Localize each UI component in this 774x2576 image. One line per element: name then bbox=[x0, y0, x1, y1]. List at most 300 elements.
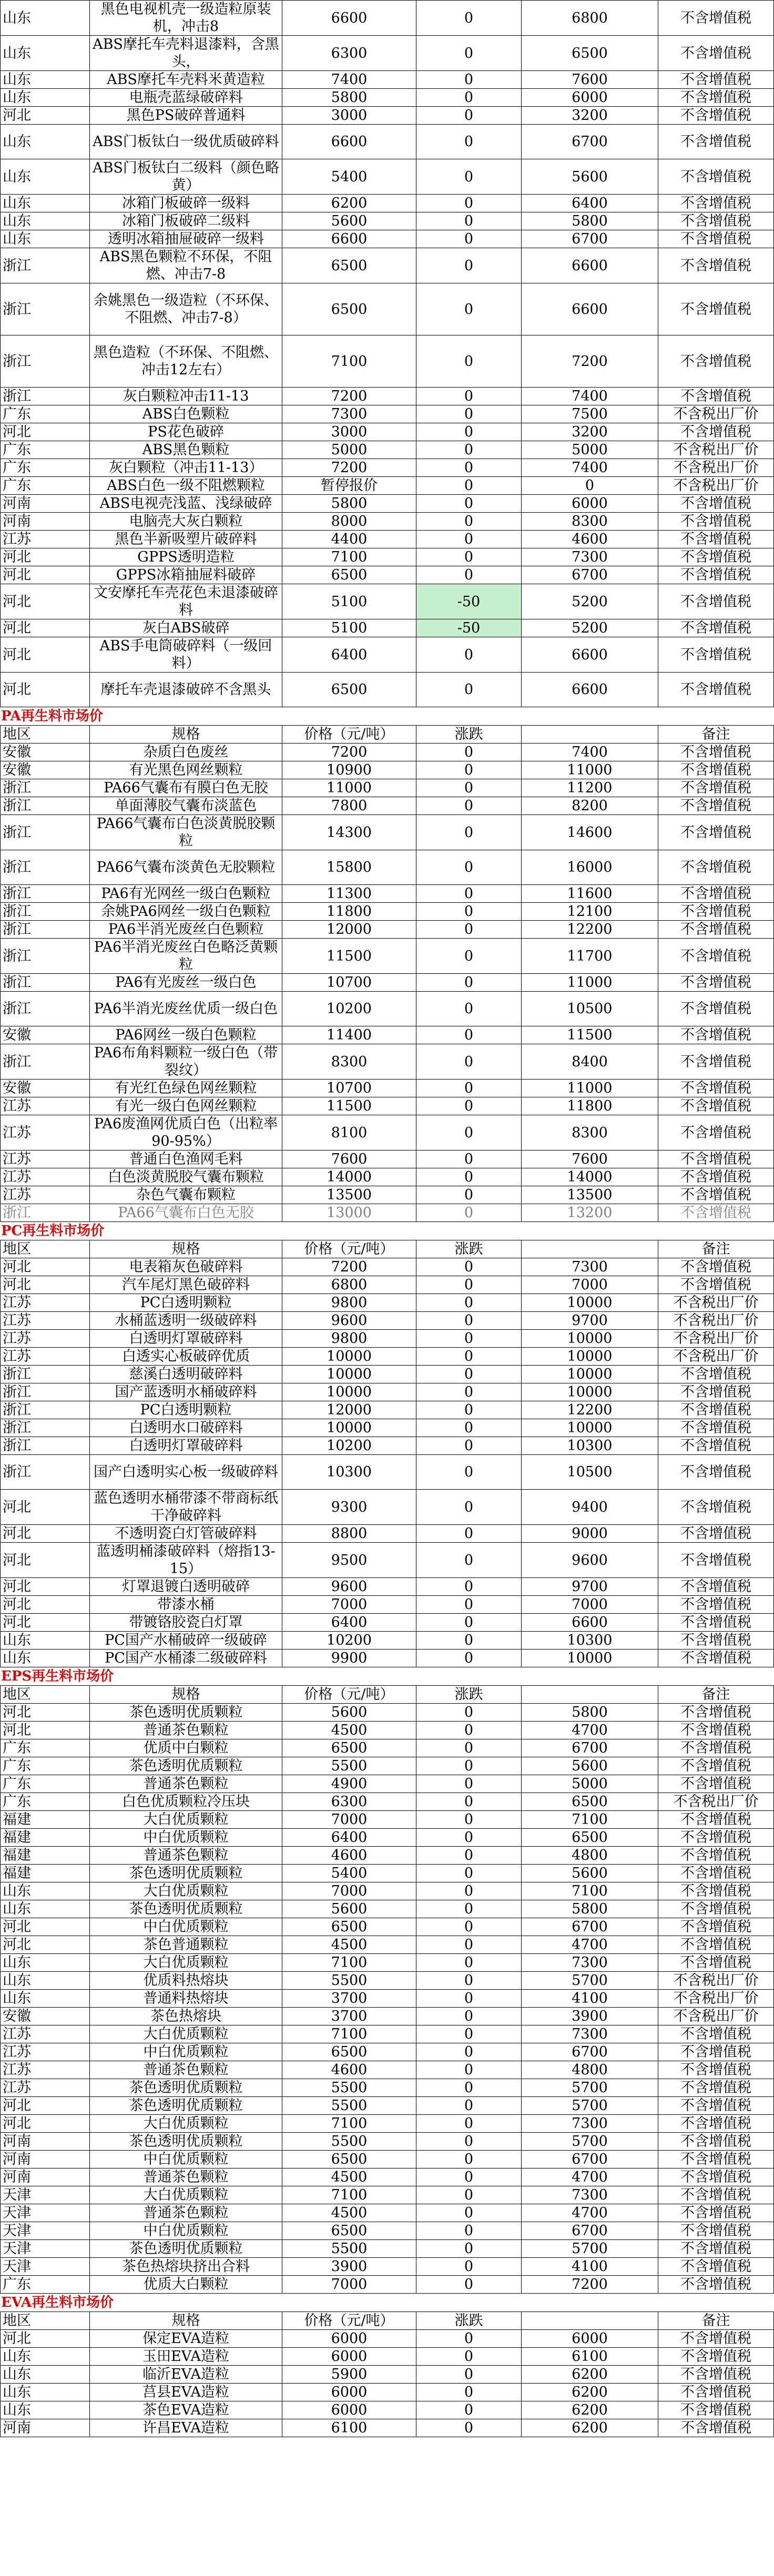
cell-price: 9300 bbox=[282, 1490, 416, 1525]
cell-spec: 白透实心板破碎优质 bbox=[90, 1348, 282, 1366]
cell-price: 6500 bbox=[282, 2043, 416, 2061]
cell-prev: 6400 bbox=[522, 195, 658, 212]
cell-price: 7000 bbox=[282, 1882, 416, 1900]
cell-price: 7200 bbox=[282, 744, 416, 761]
cell-spec: 普通茶色颗粒 bbox=[90, 2061, 282, 2079]
cell-note: 不含增值税 bbox=[658, 423, 774, 441]
cell-prev: 5600 bbox=[522, 1757, 658, 1775]
cell-spec: 普通茶色颗粒 bbox=[90, 1722, 282, 1739]
cell-change: 0 bbox=[416, 744, 522, 761]
cell-change: 0 bbox=[416, 1097, 522, 1115]
header-price: 价格（元/吨） bbox=[282, 1686, 416, 1704]
table-row bbox=[1, 1437, 774, 1455]
cell-change: 0 bbox=[416, 1900, 522, 1918]
cell-spec: 黑色电视机壳一级造粒原装机，冲击8 bbox=[90, 1, 282, 36]
table-row bbox=[1, 2401, 774, 2419]
cell-change: 0 bbox=[416, 2330, 522, 2348]
cell-price: 11400 bbox=[282, 1026, 416, 1044]
cell-price: 9800 bbox=[282, 1330, 416, 1348]
cell-change: 0 bbox=[416, 477, 522, 495]
cell-note: 不含税出厂价 bbox=[658, 1330, 774, 1348]
cell-prev: 13500 bbox=[522, 1186, 658, 1204]
table-header-row bbox=[1, 1240, 774, 1258]
table-row bbox=[1, 1829, 774, 1847]
cell-price: 9900 bbox=[282, 1650, 416, 1667]
price-section bbox=[0, 1667, 759, 2294]
cell-price: 5800 bbox=[282, 495, 416, 513]
table-row bbox=[1, 1525, 774, 1543]
cell-spec: 带镀铬胶瓷白灯罩 bbox=[90, 1614, 282, 1632]
table-row bbox=[1, 1918, 774, 1936]
cell-spec: 茶色透明优质颗粒 bbox=[90, 1865, 282, 1882]
cell-spec: ABS摩托车壳料米黄造粒 bbox=[90, 71, 282, 89]
cell-change: 0 bbox=[416, 1722, 522, 1739]
cell-note: 不含增值税 bbox=[658, 673, 774, 707]
cell-prev: 5000 bbox=[522, 1775, 658, 1793]
cell-prev: 9000 bbox=[522, 1525, 658, 1543]
section-title: PA再生料市场价 bbox=[1, 708, 103, 724]
cell-note: 不含增值税 bbox=[658, 2419, 774, 2437]
table-row bbox=[1, 921, 774, 939]
table-row bbox=[1, 2079, 774, 2097]
cell-prev: 8200 bbox=[522, 797, 658, 815]
cell-spec: 茶色透明优质颗粒 bbox=[90, 2240, 282, 2258]
cell-spec: 普通白色渔网毛料 bbox=[90, 1150, 282, 1168]
cell-spec: 黑色造粒（不环保、不阻燃、冲击12左右） bbox=[90, 335, 282, 388]
cell-price: 7100 bbox=[282, 2115, 416, 2133]
cell-price: 4500 bbox=[282, 1722, 416, 1739]
cell-prev: 9700 bbox=[522, 1312, 658, 1330]
cell-spec: ABS摩托车壳料退漆料，含黑头， bbox=[90, 36, 282, 71]
cell-prev: 4800 bbox=[522, 2061, 658, 2079]
cell-change: 0 bbox=[416, 1632, 522, 1650]
cell-spec: 有光黑色网丝颗粒 bbox=[90, 761, 282, 779]
cell-prev: 7000 bbox=[522, 1596, 658, 1614]
cell-change: 0 bbox=[416, 1972, 522, 1990]
table-row bbox=[1, 2115, 774, 2133]
cell-note: 不含税出厂价 bbox=[658, 405, 774, 423]
cell-spec: ABS黑色颗粒 bbox=[90, 441, 282, 459]
cell-price: 7000 bbox=[282, 1811, 416, 1829]
table-header-row bbox=[1, 2312, 774, 2330]
cell-spec: 透明冰箱抽屉破碎一级料 bbox=[90, 230, 282, 248]
cell-change: 0 bbox=[416, 1525, 522, 1543]
cell-prev: 10300 bbox=[522, 1437, 658, 1455]
cell-spec: 茶色透明优质颗粒 bbox=[90, 1757, 282, 1775]
cell-region: 浙江 bbox=[1, 1419, 90, 1437]
cell-change: 0 bbox=[416, 1739, 522, 1757]
cell-change: 0 bbox=[416, 566, 522, 584]
cell-price: 6000 bbox=[282, 2384, 416, 2401]
cell-change: 0 bbox=[416, 230, 522, 248]
cell-spec: 中白优质颗粒 bbox=[90, 2151, 282, 2168]
cell-price: 7000 bbox=[282, 1596, 416, 1614]
table-row bbox=[1, 125, 774, 159]
cell-prev: 3200 bbox=[522, 423, 658, 441]
cell-region: 广东 bbox=[1, 441, 90, 459]
cell-spec: 有光一级白色网丝颗粒 bbox=[90, 1097, 282, 1115]
section-title: EPS再生料市场价 bbox=[1, 1668, 114, 1684]
cell-spec: 茶色透明优质颗粒 bbox=[90, 1900, 282, 1918]
cell-prev: 10000 bbox=[522, 1348, 658, 1366]
cell-change: 0 bbox=[416, 815, 522, 850]
cell-note: 不含增值税 bbox=[658, 125, 774, 159]
cell-price: 6600 bbox=[282, 1, 416, 36]
cell-prev: 4800 bbox=[522, 1847, 658, 1865]
cell-price: 4400 bbox=[282, 531, 416, 548]
table-row bbox=[1, 1204, 774, 1222]
cell-prev: 9600 bbox=[522, 1543, 658, 1578]
cell-note: 不含增值税 bbox=[658, 2401, 774, 2419]
header-note: 备注 bbox=[658, 1240, 774, 1258]
cell-note: 不含增值税 bbox=[658, 1775, 774, 1793]
cell-region: 山东 bbox=[1, 1900, 90, 1918]
cell-prev: 12100 bbox=[522, 903, 658, 921]
cell-spec: 蓝透明桶漆破碎料（熔指13-15） bbox=[90, 1543, 282, 1578]
cell-spec: 白色优质颗粒冷压块 bbox=[90, 1793, 282, 1811]
price-section bbox=[0, 1222, 759, 1667]
cell-price: 10000 bbox=[282, 1383, 416, 1401]
table-row bbox=[1, 1882, 774, 1900]
cell-price: 11500 bbox=[282, 939, 416, 974]
cell-prev: 10000 bbox=[522, 1419, 658, 1437]
cell-region: 浙江 bbox=[1, 939, 90, 974]
cell-region: 山东 bbox=[1, 1650, 90, 1667]
cell-spec: 茶色热熔块挤出合料 bbox=[90, 2258, 282, 2276]
table-row bbox=[1, 744, 774, 761]
cell-change: 0 bbox=[416, 1650, 522, 1667]
table-row bbox=[1, 584, 774, 619]
cell-note: 不含增值税 bbox=[658, 1722, 774, 1739]
cell-region: 浙江 bbox=[1, 1437, 90, 1455]
cell-region: 广东 bbox=[1, 1739, 90, 1757]
header-change: 涨跌 bbox=[416, 726, 522, 744]
cell-spec: ABS门板钛白二级料（颜色略黄） bbox=[90, 159, 282, 195]
cell-price: 10700 bbox=[282, 974, 416, 992]
cell-note: 不含增值税 bbox=[658, 212, 774, 230]
table-row bbox=[1, 797, 774, 815]
cell-note: 不含增值税 bbox=[658, 1614, 774, 1632]
cell-region: 河南 bbox=[1, 2151, 90, 2168]
table-row bbox=[1, 850, 774, 885]
cell-change: 0 bbox=[416, 761, 522, 779]
cell-spec: 白色淡黄脱胶气囊布颗粒 bbox=[90, 1168, 282, 1186]
cell-note: 不含增值税 bbox=[658, 797, 774, 815]
cell-change: 0 bbox=[416, 283, 522, 335]
cell-region: 天津 bbox=[1, 2240, 90, 2258]
cell-price: 8000 bbox=[282, 513, 416, 531]
cell-price: 10900 bbox=[282, 761, 416, 779]
cell-prev: 12200 bbox=[522, 1401, 658, 1419]
table-row bbox=[1, 1704, 774, 1722]
cell-spec: 茶色透明优质颗粒 bbox=[90, 2133, 282, 2151]
cell-change: 0 bbox=[416, 1348, 522, 1366]
cell-note: 不含增值税 bbox=[658, 1115, 774, 1150]
cell-spec: 杂色气囊布颗粒 bbox=[90, 1186, 282, 1204]
table-row bbox=[1, 1936, 774, 1954]
cell-note: 不含增值税 bbox=[658, 230, 774, 248]
cell-note: 不含增值税 bbox=[658, 921, 774, 939]
table-row bbox=[1, 1097, 774, 1115]
cell-prev: 6200 bbox=[522, 2366, 658, 2384]
cell-prev: 8300 bbox=[522, 1115, 658, 1150]
table-row bbox=[1, 1168, 774, 1186]
table-row bbox=[1, 1972, 774, 1990]
table-row bbox=[1, 548, 774, 566]
cell-spec: 大白优质颗粒 bbox=[90, 1811, 282, 1829]
cell-price: 12000 bbox=[282, 921, 416, 939]
cell-region: 河南 bbox=[1, 2419, 90, 2437]
price-section bbox=[0, 0, 759, 707]
cell-spec: 大白优质颗粒 bbox=[90, 2186, 282, 2204]
cell-region: 浙江 bbox=[1, 335, 90, 388]
cell-change: 0 bbox=[416, 673, 522, 707]
table-row bbox=[1, 637, 774, 673]
cell-change: 0 bbox=[416, 423, 522, 441]
cell-change: 0 bbox=[416, 89, 522, 107]
table-row bbox=[1, 2097, 774, 2115]
cell-spec: 中白优质颗粒 bbox=[90, 2222, 282, 2240]
cell-region: 安徽 bbox=[1, 1080, 90, 1097]
cell-note: 不含增值税 bbox=[658, 2043, 774, 2061]
table-row bbox=[1, 1312, 774, 1330]
cell-price: 5600 bbox=[282, 1900, 416, 1918]
cell-note: 不含税出厂价 bbox=[658, 2008, 774, 2025]
cell-price: 7400 bbox=[282, 71, 416, 89]
cell-note: 不含增值税 bbox=[658, 2079, 774, 2097]
cell-note: 不含增值税 bbox=[658, 637, 774, 673]
cell-region: 山东 bbox=[1, 71, 90, 89]
cell-change: 0 bbox=[416, 2097, 522, 2115]
cell-note: 不含增值税 bbox=[658, 1543, 774, 1578]
cell-price: 3000 bbox=[282, 423, 416, 441]
cell-price: 6800 bbox=[282, 1276, 416, 1294]
cell-region: 河北 bbox=[1, 1596, 90, 1614]
section-title: EVA再生料市场价 bbox=[1, 2295, 114, 2310]
header-price: 价格（元/吨） bbox=[282, 2312, 416, 2330]
cell-prev: 11200 bbox=[522, 779, 658, 797]
cell-price: 11300 bbox=[282, 885, 416, 903]
table-row bbox=[1, 1596, 774, 1614]
cell-price: 8300 bbox=[282, 1044, 416, 1080]
cell-region: 山东 bbox=[1, 159, 90, 195]
cell-prev: 5700 bbox=[522, 2240, 658, 2258]
cell-change: 0 bbox=[416, 1578, 522, 1596]
cell-change: 0 bbox=[416, 36, 522, 71]
table-row bbox=[1, 477, 774, 495]
cell-note: 不含增值税 bbox=[658, 2097, 774, 2115]
cell-spec: 余姚PA6网丝一级白色颗粒 bbox=[90, 903, 282, 921]
cell-change: 0 bbox=[416, 1186, 522, 1204]
cell-region: 广东 bbox=[1, 1757, 90, 1775]
cell-region: 山东 bbox=[1, 2401, 90, 2419]
cell-region: 广东 bbox=[1, 405, 90, 423]
cell-spec: 带漆水桶 bbox=[90, 1596, 282, 1614]
cell-price: 6500 bbox=[282, 248, 416, 283]
cell-prev: 4700 bbox=[522, 2168, 658, 2186]
cell-prev: 13200 bbox=[522, 1204, 658, 1222]
cell-region: 浙江 bbox=[1, 779, 90, 797]
cell-price: 7100 bbox=[282, 548, 416, 566]
cell-region: 山东 bbox=[1, 230, 90, 248]
cell-region: 河北 bbox=[1, 566, 90, 584]
table-row bbox=[1, 495, 774, 513]
cell-region: 浙江 bbox=[1, 974, 90, 992]
cell-region: 河北 bbox=[1, 1614, 90, 1632]
cell-spec: PA66气囊布有膜白色无胶 bbox=[90, 779, 282, 797]
cell-region: 浙江 bbox=[1, 885, 90, 903]
cell-note: 不含增值税 bbox=[658, 89, 774, 107]
cell-note: 不含增值税 bbox=[658, 335, 774, 388]
cell-change: 0 bbox=[416, 2276, 522, 2294]
cell-region: 山东 bbox=[1, 195, 90, 212]
cell-region: 河北 bbox=[1, 1722, 90, 1739]
table-row bbox=[1, 1900, 774, 1918]
cell-note: 不含增值税 bbox=[658, 283, 774, 335]
table-row bbox=[1, 2222, 774, 2240]
cell-spec: PA6有光网丝一级白色颗粒 bbox=[90, 885, 282, 903]
table-row bbox=[1, 2043, 774, 2061]
table-row bbox=[1, 1276, 774, 1294]
cell-price: 9600 bbox=[282, 1312, 416, 1330]
cell-region: 江苏 bbox=[1, 2025, 90, 2043]
cell-prev: 8300 bbox=[522, 513, 658, 531]
cell-spec: 蓝色透明水桶带漆不带商标纸干净破碎料 bbox=[90, 1490, 282, 1525]
cell-region: 浙江 bbox=[1, 815, 90, 850]
cell-region: 江苏 bbox=[1, 1168, 90, 1186]
cell-note: 不含增值税 bbox=[658, 992, 774, 1026]
cell-region: 福建 bbox=[1, 1847, 90, 1865]
table-row bbox=[1, 441, 774, 459]
cell-region: 安徽 bbox=[1, 1026, 90, 1044]
cell-spec: PA66气囊布淡黄色无胶颗粒 bbox=[90, 850, 282, 885]
cell-note: 不含增值税 bbox=[658, 903, 774, 921]
cell-region: 山东 bbox=[1, 1632, 90, 1650]
cell-change: 0 bbox=[416, 1455, 522, 1490]
cell-note: 不含增值税 bbox=[658, 779, 774, 797]
cell-price: 6500 bbox=[282, 283, 416, 335]
cell-region: 河北 bbox=[1, 1543, 90, 1578]
cell-spec: 摩托车壳退漆破碎不含黑头 bbox=[90, 673, 282, 707]
cell-price: 5000 bbox=[282, 441, 416, 459]
cell-prev: 11700 bbox=[522, 939, 658, 974]
cell-region: 河北 bbox=[1, 1578, 90, 1596]
cell-prev: 7300 bbox=[522, 2115, 658, 2133]
cell-price: 7000 bbox=[282, 2276, 416, 2294]
cell-region: 河北 bbox=[1, 584, 90, 619]
cell-prev: 11000 bbox=[522, 761, 658, 779]
table-row bbox=[1, 2186, 774, 2204]
cell-region: 安徽 bbox=[1, 761, 90, 779]
cell-change: 0 bbox=[416, 1704, 522, 1722]
cell-price: 11000 bbox=[282, 779, 416, 797]
cell-spec: 优质中白颗粒 bbox=[90, 1739, 282, 1757]
header-spec: 规格 bbox=[90, 2312, 282, 2330]
cell-change: 0 bbox=[416, 531, 522, 548]
cell-prev: 10500 bbox=[522, 992, 658, 1026]
table-row bbox=[1, 1294, 774, 1312]
cell-spec: PA66气囊布白色淡黄脱胶颗粒 bbox=[90, 815, 282, 850]
cell-region: 广东 bbox=[1, 459, 90, 477]
cell-change: 0 bbox=[416, 1204, 522, 1222]
cell-price: 6500 bbox=[282, 2151, 416, 2168]
cell-change: 0 bbox=[416, 459, 522, 477]
cell-note: 不含增值税 bbox=[658, 2348, 774, 2366]
cell-spec: PS花色破碎 bbox=[90, 423, 282, 441]
cell-spec: ABS白色一级不阻燃颗粒 bbox=[90, 477, 282, 495]
table-row bbox=[1, 1115, 774, 1150]
cell-prev: 6700 bbox=[522, 2222, 658, 2240]
cell-note: 不含税出厂价 bbox=[658, 477, 774, 495]
cell-spec: 茶色热熔块 bbox=[90, 2008, 282, 2025]
cell-note: 不含增值税 bbox=[658, 939, 774, 974]
cell-note: 不含增值税 bbox=[658, 2276, 774, 2294]
table-row bbox=[1, 388, 774, 405]
cell-region: 河北 bbox=[1, 2330, 90, 2348]
cell-note: 不含增值税 bbox=[658, 1650, 774, 1667]
header-note: 备注 bbox=[658, 2312, 774, 2330]
cell-note: 不含增值税 bbox=[658, 2330, 774, 2348]
cell-spec: 白透明水口破碎料 bbox=[90, 1419, 282, 1437]
cell-region: 河北 bbox=[1, 1936, 90, 1954]
cell-region: 广东 bbox=[1, 1793, 90, 1811]
table-row bbox=[1, 2133, 774, 2151]
table-row bbox=[1, 2168, 774, 2186]
table-row bbox=[1, 974, 774, 992]
cell-note: 不含增值税 bbox=[658, 1, 774, 36]
cell-spec: 普通茶色颗粒 bbox=[90, 1775, 282, 1793]
price-table bbox=[0, 725, 774, 1222]
table-row bbox=[1, 212, 774, 230]
cell-region: 山东 bbox=[1, 1954, 90, 1972]
cell-change: 0 bbox=[416, 1419, 522, 1437]
header-change: 涨跌 bbox=[416, 2312, 522, 2330]
cell-note: 不含增值税 bbox=[658, 1097, 774, 1115]
cell-prev: 8400 bbox=[522, 1044, 658, 1080]
cell-note: 不含增值税 bbox=[658, 1419, 774, 1437]
header-prev bbox=[522, 1686, 658, 1704]
header-spec: 规格 bbox=[90, 1240, 282, 1258]
cell-prev: 4600 bbox=[522, 531, 658, 548]
cell-region: 浙江 bbox=[1, 248, 90, 283]
cell-spec: 白透明灯罩破碎料 bbox=[90, 1330, 282, 1348]
cell-note: 不含增值税 bbox=[658, 1490, 774, 1525]
cell-region: 山东 bbox=[1, 89, 90, 107]
table-row bbox=[1, 1632, 774, 1650]
cell-note: 不含增值税 bbox=[658, 2025, 774, 2043]
cell-change: 0 bbox=[416, 2133, 522, 2151]
cell-prev: 10000 bbox=[522, 1366, 658, 1383]
cell-spec: 余姚黑色一级造粒（不环保、不阻燃、冲击7-8） bbox=[90, 283, 282, 335]
table-row bbox=[1, 1419, 774, 1437]
cell-price: 12000 bbox=[282, 1401, 416, 1419]
cell-price: 7100 bbox=[282, 1954, 416, 1972]
cell-price: 6500 bbox=[282, 1918, 416, 1936]
cell-note: 不含增值税 bbox=[658, 2240, 774, 2258]
cell-prev: 5700 bbox=[522, 2097, 658, 2115]
cell-change: 0 bbox=[416, 1312, 522, 1330]
table-row bbox=[1, 1543, 774, 1578]
cell-note: 不含税出厂价 bbox=[658, 1348, 774, 1366]
header-spec: 规格 bbox=[90, 1686, 282, 1704]
cell-region: 浙江 bbox=[1, 797, 90, 815]
cell-change: 0 bbox=[416, 1401, 522, 1419]
price-section bbox=[0, 2294, 751, 2437]
cell-prev: 11800 bbox=[522, 1097, 658, 1115]
cell-spec: 单面薄胶气囊布淡蓝色 bbox=[90, 797, 282, 815]
table-row bbox=[1, 1722, 774, 1739]
cell-price: 5100 bbox=[282, 584, 416, 619]
